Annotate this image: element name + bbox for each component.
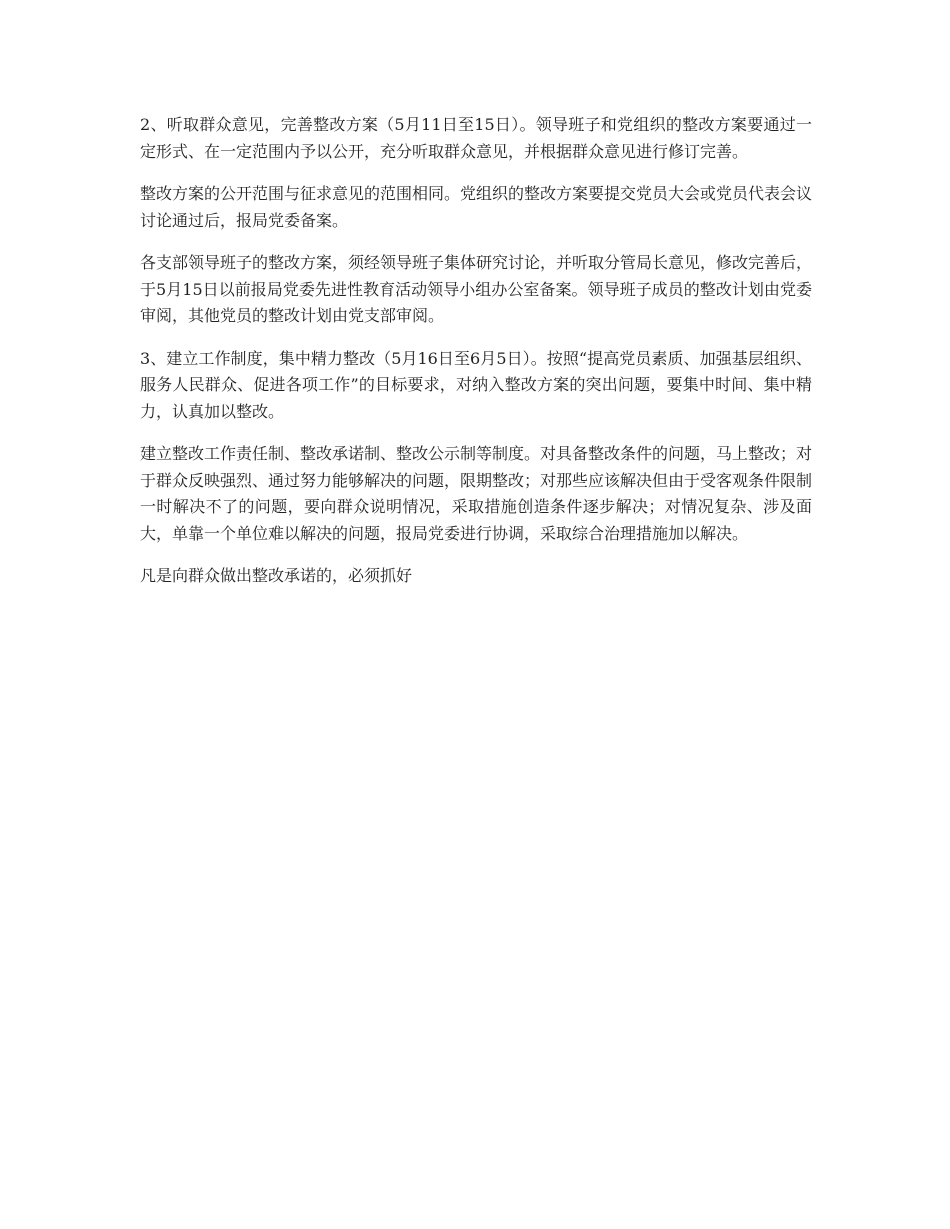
paragraph-rectification-plan: 2、听取群众意见，完善整改方案（5月11日至15日）。领导班子和党组织的整改方案要通过一定形式、在一定范围内予以公开，充分听取群众意见，并根据群众意见进行修订完善。 — [140, 115, 812, 161]
paragraph-responsibility-system: 建立整改工作责任制、整改承诺制、整改公示制等制度。对具备整改条件的问题，马上整改；对于群众反映强烈、通过努力能够解决的问题，限期整改；对那些应该解决但由于受客观条件限制一时解决不了的问题，要向群众说明情况，采取措施创造条件逐步解决；对情况复杂、涉及面大，单靠一个单位难以解决的问题，报局党委进行协调，采取综合治理措施加以解决。 — [140, 444, 813, 543]
paragraph-branch-plans: 各支部领导班子的整改方案，须经领导班子集体研究讨论，并听取分管局长意见，修改完善后，于5月15日以前报局党委先进性教育活动领导小组办公室备案。领导班子成员的整改计划由党委审阅，其他党员的整改计划由党支部审阅。 — [140, 253, 813, 325]
document-body — [140, 112, 812, 606]
paragraph-work-system: 3、建立工作制度，集中精力整改（5月16日至6月5日）。按照“提高党员素质、加强基层组织、服务人民群众、促进各项工作”的目标要求，对纳入整改方案的突出问题，要集中时间、集中精力，认真加以整改。 — [140, 348, 812, 421]
paragraph-commitments: 凡是向群众做出整改承诺的，必须抓好 — [140, 566, 413, 585]
paragraph-publicity-scope: 整改方案的公开范围与征求意见的范围相同。党组织的整改方案要提交党员大会或党员代表会议讨论通过后，报局党委备案。 — [140, 184, 813, 230]
